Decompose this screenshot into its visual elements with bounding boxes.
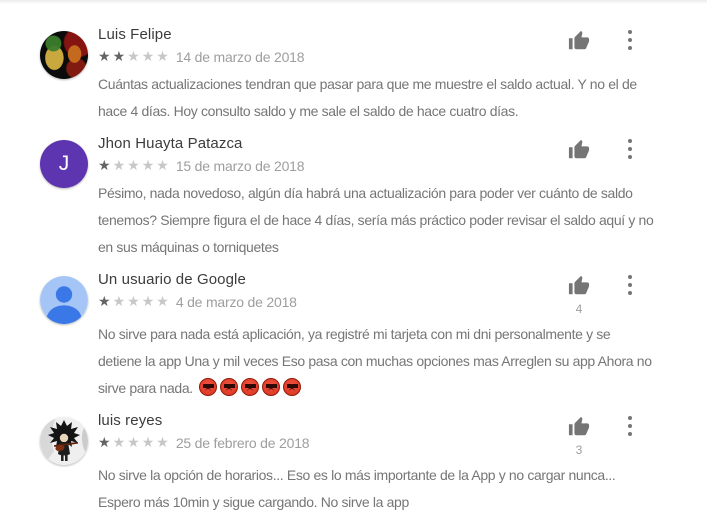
review-text: Cuántas actualizaciones tendran que pasar para que me muestre el saldo actual. Y no el de hace 4 días. Hoy consulto saldo y me sale el saldo de hace cuatro días. — [98, 76, 637, 119]
review-date: 25 de febrero de 2018 — [175, 435, 310, 451]
thumb-up-icon[interactable] — [567, 139, 591, 166]
star-empty-icon: ★ — [141, 158, 155, 174]
angry-emoji-icon — [199, 378, 217, 396]
angry-emoji-row — [196, 380, 301, 396]
star-empty-icon: ★ — [141, 294, 155, 310]
star-empty-icon: ★ — [156, 158, 169, 174]
star-empty-icon: ★ — [112, 158, 126, 174]
thumb-up-icon[interactable] — [567, 275, 591, 302]
more-options-icon[interactable] — [624, 275, 636, 300]
like-count: 3 — [575, 443, 583, 457]
avatar-monogram — [40, 140, 88, 188]
star-empty-icon: ★ — [156, 294, 169, 310]
star-empty-icon: ★ — [127, 49, 140, 65]
reviews-list — [0, 4, 707, 516]
star-rating — [98, 157, 171, 175]
review-item-3 — [40, 271, 655, 402]
more-options-icon[interactable] — [624, 30, 636, 55]
review-date: 4 de marzo de 2018 — [175, 294, 297, 310]
star-empty-icon: ★ — [156, 49, 169, 65]
star-filled-icon: ★ — [98, 158, 111, 174]
angry-emoji-icon — [220, 378, 238, 396]
more-options-icon[interactable] — [624, 416, 636, 441]
review-item-2 — [40, 135, 655, 261]
review-text: No sirve para nada está aplicación, ya registré mi tarjeta con mi dni personalmente y se detiene la app Una y mil veces Eso pasa con muchas opciones mas Arreglen su app Ahora no sirve para nada. — [98, 326, 652, 396]
review-date: 14 de marzo de 2018 — [175, 49, 305, 65]
more-options-icon[interactable] — [624, 139, 636, 164]
review-author: Luis Felipe — [98, 26, 172, 43]
star-rating — [98, 434, 171, 452]
review-text: No sirve la opción de horarios... Eso es lo más importante de la App y no cargar nunca... Espero más 10min y sigue cargando. No sirve la app — [98, 467, 616, 510]
star-filled-icon: ★ — [98, 435, 111, 451]
star-empty-icon: ★ — [127, 158, 140, 174]
star-empty-icon: ★ — [127, 294, 140, 310]
star-rating — [98, 293, 171, 311]
review-author: Jhon Huayta Patazca — [98, 135, 243, 152]
star-empty-icon: ★ — [141, 49, 155, 65]
avatar-photo — [40, 417, 88, 465]
star-rating — [98, 48, 171, 66]
star-filled-icon: ★ — [112, 49, 126, 65]
review-author: luis reyes — [98, 412, 163, 429]
review-date: 15 de marzo de 2018 — [175, 158, 305, 174]
thumb-up-icon[interactable] — [567, 30, 591, 57]
star-filled-icon: ★ — [98, 294, 111, 310]
like-count: 4 — [575, 302, 583, 316]
avatar-default-person — [40, 276, 88, 324]
review-author: Un usuario de Google — [98, 271, 246, 288]
star-filled-icon: ★ — [98, 49, 111, 65]
review-item-4 — [40, 412, 655, 516]
star-empty-icon: ★ — [112, 294, 126, 310]
avatar-letter: J — [58, 152, 70, 175]
star-empty-icon: ★ — [127, 435, 140, 451]
star-empty-icon: ★ — [156, 435, 169, 451]
star-empty-icon: ★ — [141, 435, 155, 451]
angry-emoji-icon — [241, 378, 259, 396]
angry-emoji-icon — [262, 378, 280, 396]
avatar-photo — [40, 31, 88, 79]
review-text: Pésimo, nada novedoso, algún día habrá una actualización para poder ver cuánto de saldo tenemos? Siempre figura el de hace 4 días, sería más práctico poder revisar el saldo aquí y no en sus máquinas o torniquetes — [98, 185, 654, 255]
review-item-1 — [40, 26, 655, 125]
angry-emoji-icon — [283, 378, 301, 396]
thumb-up-icon[interactable] — [567, 416, 591, 443]
star-empty-icon: ★ — [112, 435, 126, 451]
